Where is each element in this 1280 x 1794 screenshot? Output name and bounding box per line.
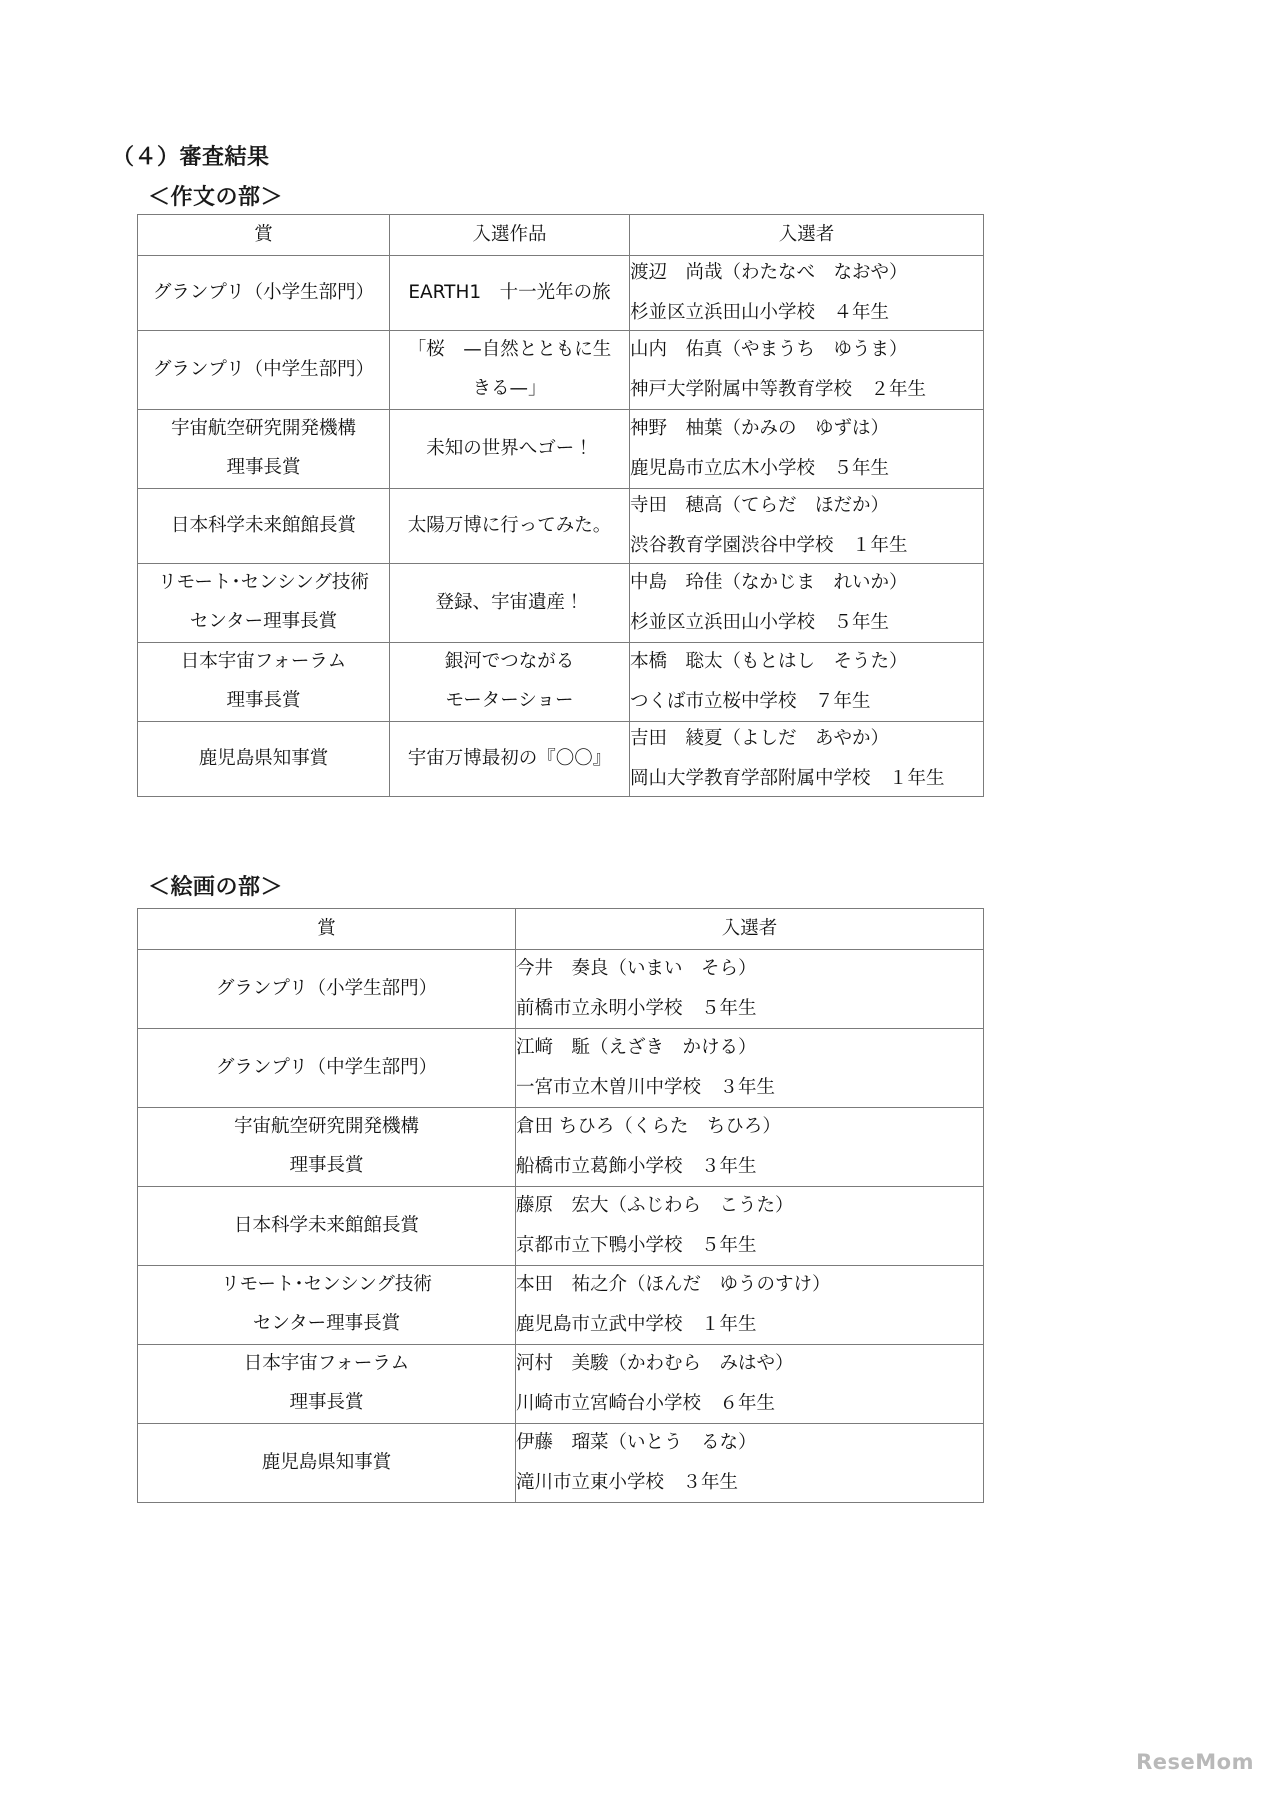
- work-title-cell: [390, 643, 630, 722]
- cell-line: リモート･センシング技術: [158, 572, 369, 594]
- award-cell: [138, 1029, 516, 1108]
- cell-line: 宇宙万博最初の『〇〇』: [407, 747, 612, 769]
- cell-line: 宇宙航空研究開発機構: [233, 1116, 419, 1138]
- cell-line: 「桜 —自然とともに生: [407, 339, 612, 361]
- cell-line: 理事長賞: [289, 1392, 364, 1413]
- work-title-cell: [390, 331, 630, 410]
- cell-line: センター理事長賞: [252, 1313, 401, 1334]
- winner-cell: [630, 564, 984, 643]
- cell-line: 鹿児島市立広木小学校 ５年生: [630, 457, 890, 479]
- cell-line: 銀河でつながる: [444, 651, 575, 673]
- resemom-watermark: ReseMom: [1136, 1750, 1254, 1774]
- winner-cell: [630, 643, 984, 722]
- painting-table-body: [138, 950, 984, 1503]
- cell-line: 寺田 穂高（てらだ ほだか）: [630, 494, 890, 516]
- cell-line: 鹿児島県知事賞: [261, 1451, 392, 1473]
- work-title-cell: [390, 489, 630, 564]
- winner-cell: [516, 1029, 984, 1108]
- winner-cell: [516, 1424, 984, 1503]
- cell-line: 本橋 聡太（もとはし そうた）: [630, 650, 908, 672]
- table-row: [138, 1108, 984, 1187]
- winner-cell: [516, 1187, 984, 1266]
- award-cell: [138, 410, 390, 489]
- table-row: [138, 331, 984, 410]
- cell-line: 前橋市立永明小学校 ５年生: [516, 997, 757, 1019]
- cell-line: グランプリ（小学生部門）: [215, 977, 438, 999]
- cell-line: 登録、宇宙遺産！: [435, 591, 584, 613]
- cell-line: 吉田 綾夏（よしだ あやか）: [630, 727, 890, 749]
- cell-line: 太陽万博に行ってみた。: [407, 514, 612, 536]
- cell-line: 日本科学未来館館長賞: [233, 1214, 419, 1236]
- column-header-award: 賞: [138, 909, 516, 950]
- winner-cell: [630, 256, 984, 331]
- cell-line: 日本宇宙フォーラム: [180, 651, 347, 673]
- award-cell: [138, 1108, 516, 1187]
- table-header-row: [138, 215, 984, 256]
- cell-line: グランプリ（中学生部門）: [152, 358, 375, 380]
- table-row: [138, 1345, 984, 1424]
- cell-line: 今井 奏良（いまい そら）: [516, 957, 757, 979]
- cell-line: 神野 柚葉（かみの ゆずは）: [630, 417, 890, 439]
- table-row: [138, 1187, 984, 1266]
- award-cell: [138, 1345, 516, 1424]
- cell-line: 理事長賞: [226, 457, 301, 478]
- essay-section-heading: ＜作文の部＞: [148, 185, 284, 210]
- cell-line: 鹿児島県知事賞: [198, 747, 329, 769]
- section-number-heading: （４）審査結果: [112, 145, 270, 170]
- table-row: [138, 643, 984, 722]
- cell-line: 日本宇宙フォーラム: [243, 1353, 410, 1375]
- cell-line: センター理事長賞: [189, 611, 338, 632]
- cell-line: 伊藤 瑠菜（いとう るな）: [516, 1431, 757, 1453]
- column-header-award: 賞: [138, 215, 390, 256]
- cell-line: 藤原 宏大（ふじわら こうた）: [516, 1194, 794, 1216]
- essay-table-body: [138, 256, 984, 797]
- award-cell: [138, 331, 390, 410]
- winner-cell: [516, 1266, 984, 1345]
- cell-line: 京都市立下鴨小学校 ５年生: [516, 1234, 757, 1256]
- cell-line: 岡山大学教育学部附属中学校 １年生: [630, 767, 945, 789]
- table-row: [138, 1424, 984, 1503]
- cell-line: 理事長賞: [289, 1155, 364, 1176]
- cell-line: つくば市立桜中学校 ７年生: [630, 690, 871, 712]
- cell-line: 日本科学未来館館長賞: [170, 514, 356, 536]
- cell-line: 神戸大学附属中等教育学校 ２年生: [630, 378, 927, 400]
- column-header-winner: 入選者: [630, 215, 984, 256]
- table-row: [138, 564, 984, 643]
- work-title-cell: [390, 410, 630, 489]
- award-cell: [138, 950, 516, 1029]
- winner-cell: [630, 722, 984, 797]
- painting-section-heading: ＜絵画の部＞: [148, 875, 284, 900]
- cell-line: グランプリ（小学生部門）: [152, 281, 375, 303]
- cell-line: 杉並区立浜田山小学校 ５年生: [630, 611, 890, 633]
- table-row: [138, 410, 984, 489]
- table-row: [138, 489, 984, 564]
- cell-line: 宇宙航空研究開発機構: [170, 418, 356, 440]
- cell-line: グランプリ（中学生部門）: [215, 1056, 438, 1078]
- cell-line: 理事長賞: [226, 690, 301, 711]
- cell-line: 川崎市立宮崎台小学校 ６年生: [516, 1392, 776, 1414]
- table-row: [138, 722, 984, 797]
- winner-cell: [516, 950, 984, 1029]
- cell-line: 江﨑 駈（えざき かける）: [516, 1036, 757, 1058]
- award-cell: [138, 1266, 516, 1345]
- cell-line: 杉並区立浜田山小学校 ４年生: [630, 301, 890, 323]
- table-row: [138, 1266, 984, 1345]
- cell-line: 倉田 ちひろ（くらた ちひろ）: [516, 1115, 781, 1137]
- award-cell: [138, 564, 390, 643]
- cell-line: モーターショー: [445, 690, 574, 711]
- cell-line: 中島 玲佳（なかじま れいか）: [630, 571, 908, 593]
- cell-line: 渡辺 尚哉（わたなべ なおや）: [630, 261, 908, 283]
- painting-results-table: [137, 908, 984, 1503]
- work-title-cell: [390, 564, 630, 643]
- winner-cell: [516, 1108, 984, 1187]
- cell-line: 山内 佑真（やまうち ゆうま）: [630, 338, 908, 360]
- cell-line: 船橋市立葛飾小学校 ３年生: [516, 1155, 757, 1177]
- cell-line: 鹿児島市立武中学校 １年生: [516, 1313, 757, 1335]
- essay-results-table: [137, 214, 984, 797]
- award-cell: [138, 722, 390, 797]
- cell-line: きる—」: [472, 378, 547, 399]
- award-cell: [138, 489, 390, 564]
- winner-cell: [630, 489, 984, 564]
- winner-cell: [630, 331, 984, 410]
- award-cell: [138, 1187, 516, 1266]
- cell-line: 渋谷教育学園渋谷中学校 １年生: [630, 534, 908, 556]
- cell-line: 未知の世界へゴー！: [426, 437, 593, 459]
- table-header-row: [138, 909, 984, 950]
- cell-line: 滝川市立東小学校 ３年生: [516, 1471, 739, 1493]
- work-title-cell: [390, 722, 630, 797]
- cell-line: 本田 祐之介（ほんだ ゆうのすけ）: [516, 1273, 831, 1295]
- column-header-work: 入選作品: [390, 215, 630, 256]
- work-title-cell: [390, 256, 630, 331]
- table-row: [138, 1029, 984, 1108]
- cell-line: リモート･センシング技術: [221, 1274, 432, 1296]
- table-row: [138, 256, 984, 331]
- cell-line: 一宮市立木曽川中学校 ３年生: [516, 1076, 776, 1098]
- winner-cell: [516, 1345, 984, 1424]
- table-row: [138, 950, 984, 1029]
- award-cell: [138, 1424, 516, 1503]
- award-cell: [138, 643, 390, 722]
- cell-line: EARTH1 十一光年の旅: [408, 281, 611, 303]
- winner-cell: [630, 410, 984, 489]
- cell-line: 河村 美駿（かわむら みはや）: [516, 1352, 794, 1374]
- award-cell: [138, 256, 390, 331]
- column-header-winner: 入選者: [516, 909, 984, 950]
